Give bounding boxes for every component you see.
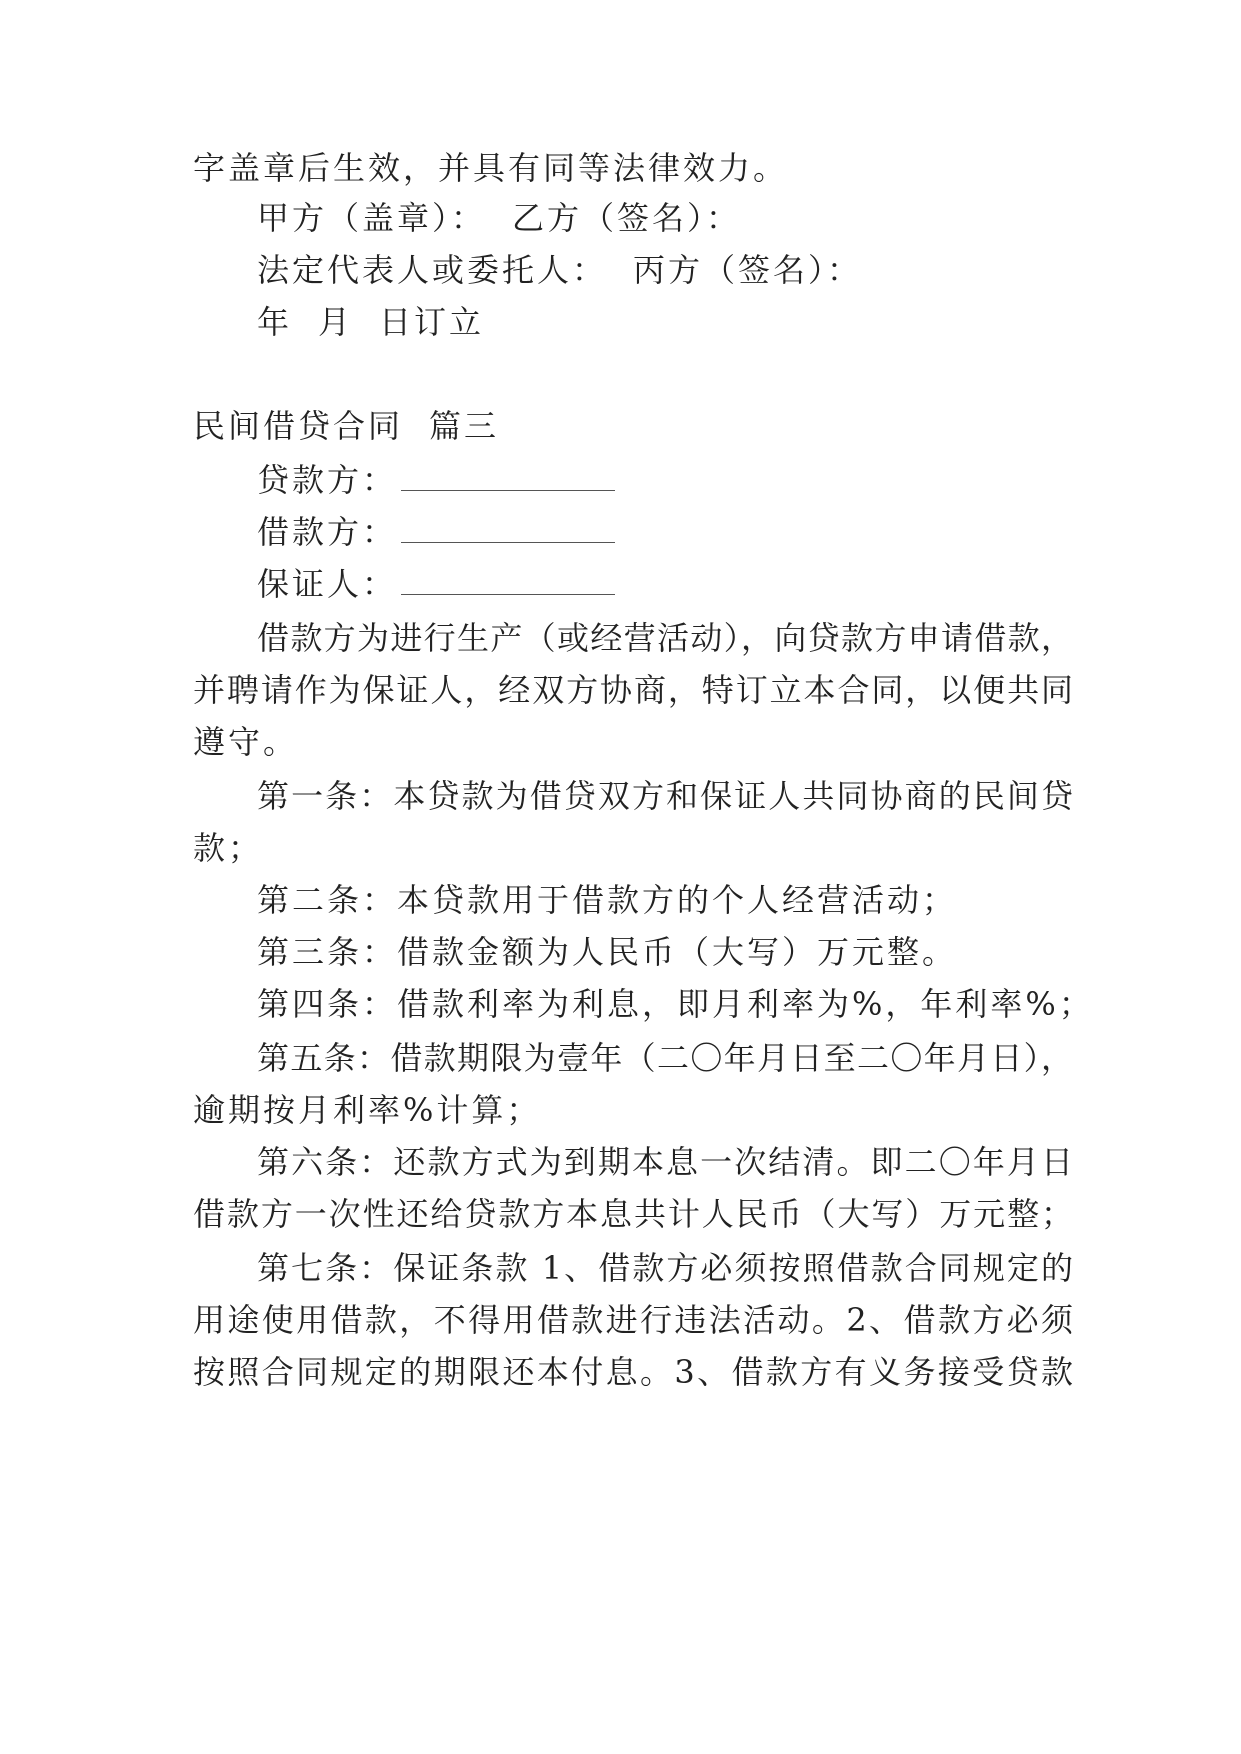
text-line-content: 第三条：借款金额为人民币（大写）万元整。 bbox=[257, 933, 958, 971]
section-heading bbox=[193, 406, 1073, 446]
text-line bbox=[193, 1090, 1073, 1130]
text-line bbox=[193, 148, 1073, 188]
text-line-content: 款； bbox=[193, 829, 264, 867]
text-line bbox=[257, 984, 1137, 1024]
date-year-label: 年 bbox=[257, 303, 293, 341]
text-line: 第六条：还款方式为到期本息一次结清。即二〇年月日 bbox=[257, 1143, 1073, 1181]
date-line bbox=[257, 302, 1137, 342]
date-day-label: 日订立 bbox=[379, 303, 485, 341]
text-line-content: 第二条：本贷款用于借款方的个人经营活动； bbox=[257, 881, 958, 919]
text-line bbox=[193, 828, 1073, 868]
guarantor-blank bbox=[401, 566, 615, 595]
text-line: 借款方为进行生产（或经营活动），向贷款方申请借款， bbox=[257, 619, 1073, 657]
text-line bbox=[257, 880, 1137, 920]
text-line: 并聘请作为保证人，经双方协商，特订立本合同，以便共同 bbox=[193, 671, 1073, 709]
contract-title: 民间借贷合同 bbox=[193, 407, 404, 445]
text-line: 用途使用借款，不得用借款进行违法活动。2、借款方必须 bbox=[193, 1301, 1073, 1339]
text-line-content: 逾期按月利率%计算； bbox=[193, 1091, 542, 1129]
borrower-field bbox=[257, 512, 1137, 552]
guarantor-field bbox=[257, 564, 1137, 604]
legal-representative-label: 法定代表人或委托人： bbox=[257, 251, 608, 289]
text-line: 第一条：本贷款为借贷双方和保证人共同协商的民间贷 bbox=[257, 777, 1073, 815]
text-line-content: 第四条：借款利率为利息，即月利率为%，年利率%； bbox=[257, 985, 1094, 1023]
text-line: 第五条：借款期限为壹年（二〇年月日至二〇年月日）， bbox=[257, 1039, 1073, 1077]
guarantor-label: 保证人： bbox=[257, 565, 398, 603]
text-line bbox=[193, 722, 1073, 762]
borrower-label: 借款方： bbox=[257, 513, 398, 551]
text-line-content: 字盖章后生效，并具有同等法律效力。 bbox=[193, 149, 789, 187]
text-line-content: 遵守。 bbox=[193, 723, 299, 761]
signature-line-party-a-b bbox=[257, 198, 1137, 238]
date-month-label: 月 bbox=[318, 303, 354, 341]
lender-label: 贷款方： bbox=[257, 461, 398, 499]
text-line bbox=[257, 932, 1137, 972]
lender-blank bbox=[401, 462, 615, 491]
text-line: 第七条：保证条款 1、借款方必须按照借款合同规定的 bbox=[257, 1249, 1073, 1287]
party-c-signature-label: 丙方（签名）： bbox=[633, 251, 863, 289]
section-number: 篇三 bbox=[429, 407, 500, 445]
lender-field bbox=[257, 460, 1137, 500]
borrower-blank bbox=[401, 514, 615, 543]
signature-line-representative bbox=[257, 250, 1137, 290]
text-line: 借款方一次性还给贷款方本息共计人民币（大写）万元整； bbox=[193, 1195, 1073, 1233]
text-line: 按照合同规定的期限还本付息。3、借款方有义务接受贷款 bbox=[193, 1353, 1073, 1391]
party-a-seal-label: 甲方（盖章）： bbox=[257, 199, 487, 237]
party-b-signature-label: 乙方（签名）： bbox=[512, 199, 742, 237]
